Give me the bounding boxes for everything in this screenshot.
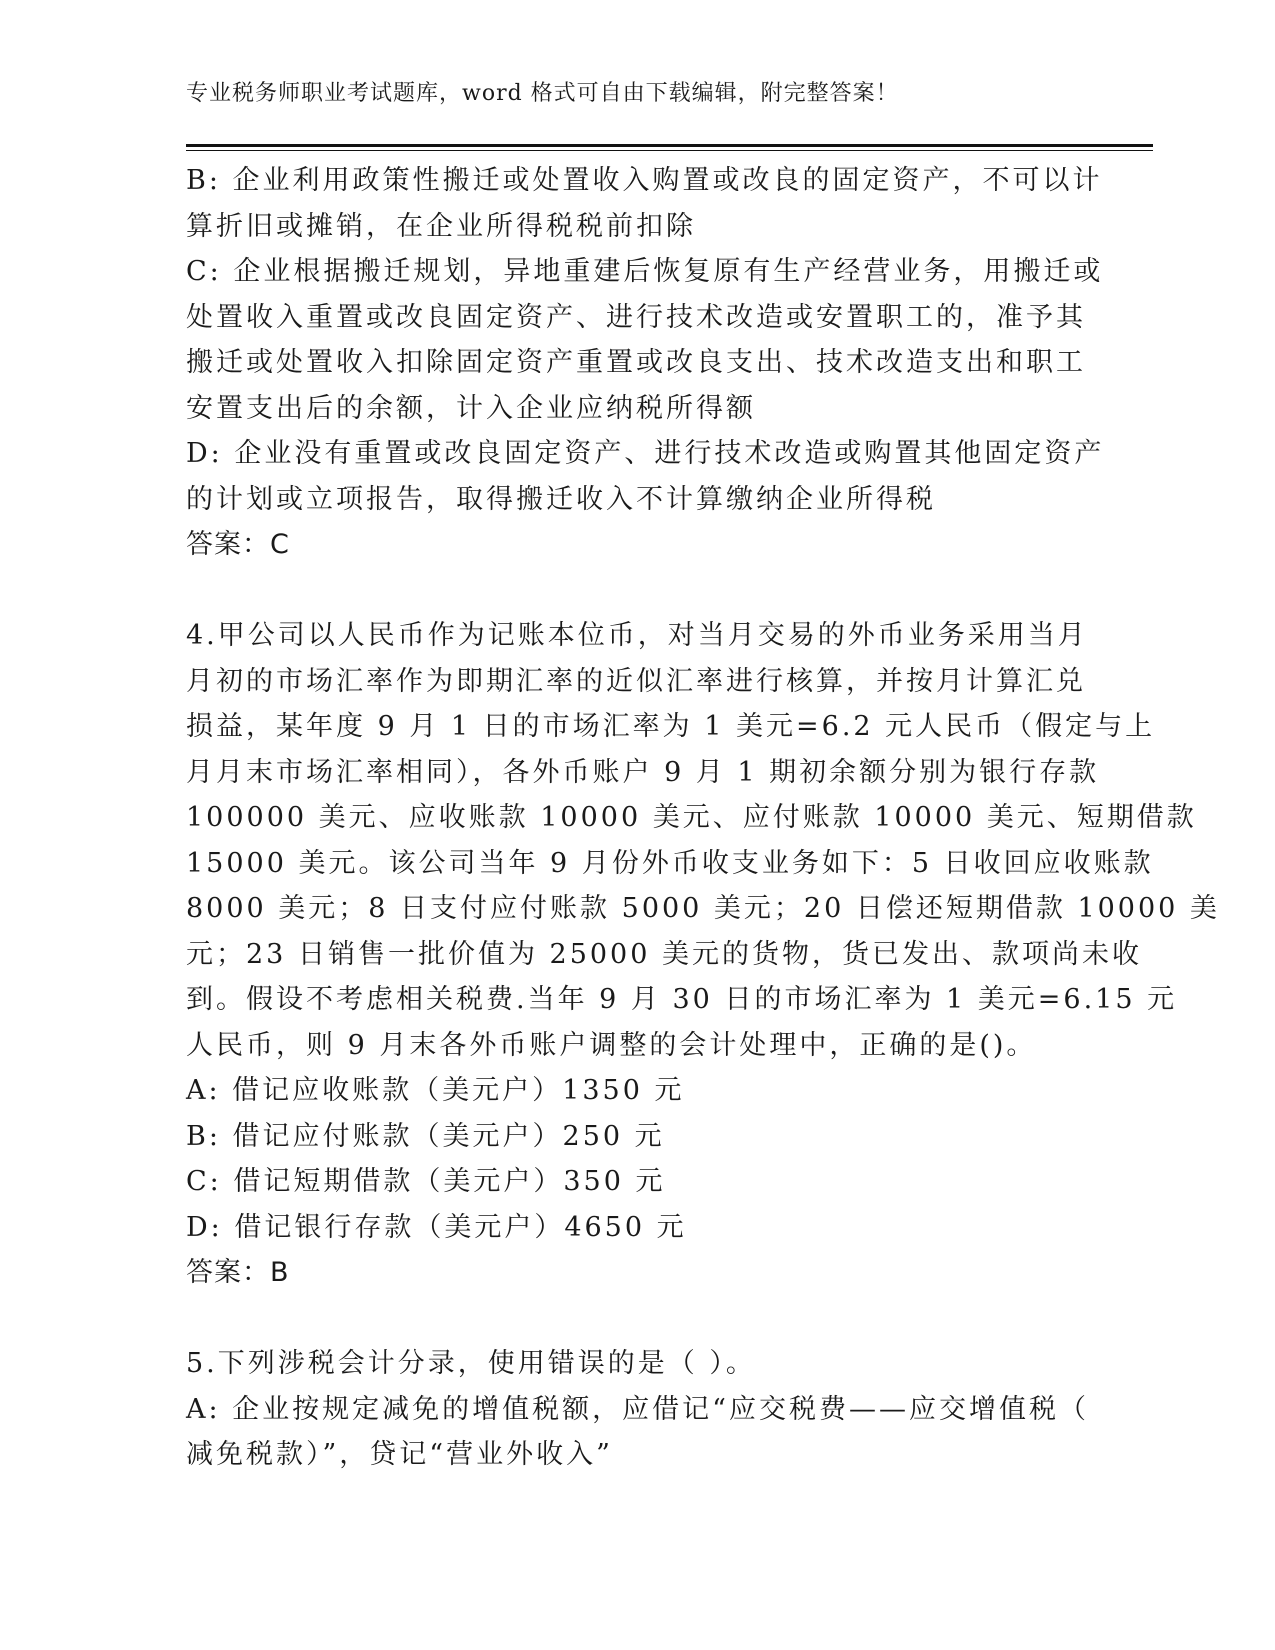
text-line: 搬迁或处置收入扣除固定资产重置或改良支出、技术改造支出和职工 <box>186 347 1086 378</box>
text-line: 处置收入重置或改良固定资产、进行技术改造或安置职工的，准予其 <box>186 301 1086 333</box>
text-line: D: 企业没有重置或改良固定资产、进行技术改造或购置其他固定资产 <box>186 438 1105 469</box>
text-line: 损益，某年度 9 月 1 日的市场汇率为 1 美元=6.2 元人民币（假定与上 <box>186 711 1156 742</box>
text-line: 到。假设不考虑相关税费.当年 9 月 30 日的市场汇率为 1 美元=6.15 元 <box>186 984 1178 1015</box>
text-line: 100000 美元、应收账款 10000 美元、应付账款 10000 美元、短期借款 <box>186 802 1197 833</box>
text-line: C: 企业根据搬迁规划，异地重建后恢复原有生产经营业务，用搬迁或 <box>186 256 1104 287</box>
q5-option-a <box>186 1387 1089 1478</box>
text-line: B: 企业利用政策性搬迁或处置收入购置或改良的固定资产，不可以计 <box>186 165 1103 196</box>
text-line: 人民币，则 9 月末各外币账户调整的会计处理中，正确的是()。 <box>186 1029 1037 1061</box>
text-line: A: 企业按规定减免的增值税额，应借记“应交税费——应交增值税（ <box>186 1393 1089 1425</box>
q5-stem: 5.下列涉税会计分录，使用错误的是（ ）。 <box>186 1348 756 1379</box>
text-line: 的计划或立项报告，取得搬迁收入不计算缴纳企业所得税 <box>186 483 936 515</box>
q3-option-c <box>186 249 1104 431</box>
q4-option-b: B: 借记应付账款（美元户）250 元 <box>186 1120 665 1152</box>
header-text: 专业税务师职业考试题库，word 格式可自由下载编辑，附完整答案！ <box>186 81 899 106</box>
q4-stem <box>186 613 1220 1068</box>
question-content <box>186 158 1220 1478</box>
text-line: 8000 美元；8 日支付应付账款 5000 美元；20 日偿还短期借款 10000 美 <box>186 893 1220 924</box>
q3-option-b <box>186 158 1103 249</box>
header-rule-thin <box>186 150 1153 151</box>
q4-option-a: A: 借记应收账款（美元户）1350 元 <box>186 1075 685 1106</box>
text-line: 4.甲公司以人民币作为记账本位币，对当月交易的外币业务采用当月 <box>186 620 1088 651</box>
text-line: 减免税款）”，贷记“营业外收入” <box>186 1439 613 1470</box>
text-line: 月月末市场汇率相同），各外币账户 9 月 1 期初余额分别为银行存款 <box>186 756 1100 788</box>
text-line: 元；23 日销售一批价值为 25000 美元的货物，货已发出、款项尚未收 <box>186 938 1142 970</box>
text-line: 算折旧或摊销，在企业所得税税前扣除 <box>186 210 696 242</box>
header-rule-thick <box>186 144 1153 147</box>
q4-option-c: C: 借记短期借款（美元户）350 元 <box>186 1166 666 1197</box>
q3-option-d <box>186 431 1105 522</box>
q4-option-d: D: 借记银行存款（美元户）4650 元 <box>186 1211 687 1243</box>
spacer <box>186 1296 1086 1342</box>
text-line: 安置支出后的余额，计入企业应纳税所得额 <box>186 392 756 424</box>
q4-answer: 答案：B <box>186 1257 290 1288</box>
text-line: 15000 美元。该公司当年 9 月份外币收支业务如下：5 日收回应收账款 <box>186 847 1154 879</box>
spacer <box>186 568 1086 614</box>
q3-answer: 答案：C <box>186 529 290 560</box>
text-line: 月初的市场汇率作为即期汇率的近似汇率进行核算，并按月计算汇兑 <box>186 665 1086 697</box>
